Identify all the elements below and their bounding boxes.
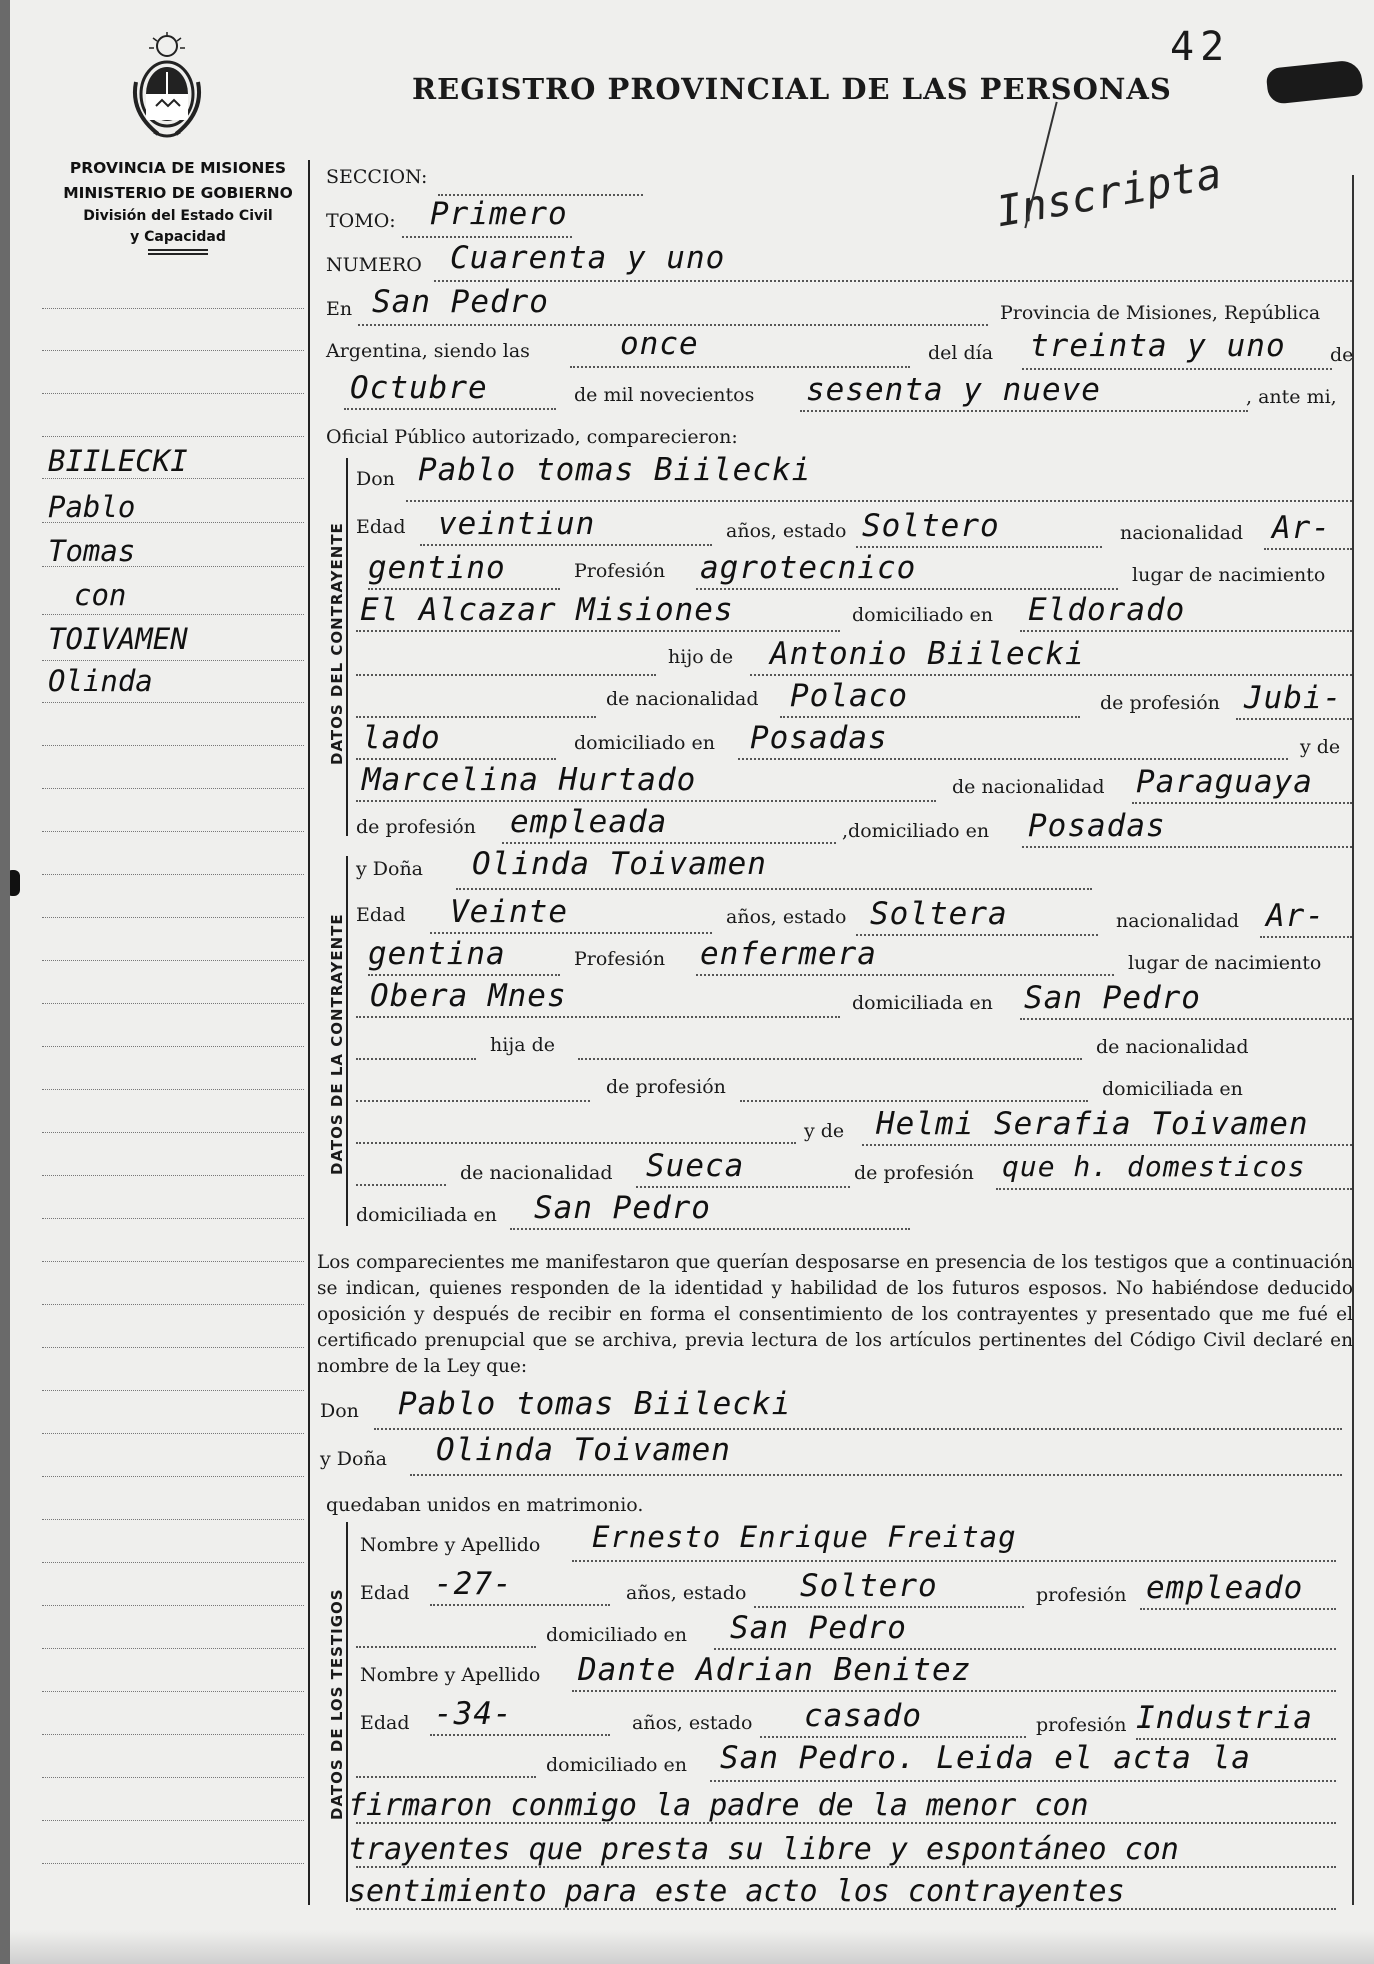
- page-title: REGISTRO PROVINCIAL DE LAS PERSONAS: [412, 72, 1172, 106]
- numero-value: Cuarenta y uno: [450, 240, 726, 276]
- contrayente-nombre: Pablo tomas Biilecki: [418, 452, 812, 488]
- contrayenta-madre-prof: que h. domesticos: [1002, 1150, 1306, 1183]
- field-label: de nacionalidad: [1096, 1036, 1249, 1058]
- field-label: Edad: [360, 1712, 410, 1734]
- field-label: nacionalidad: [1120, 522, 1244, 544]
- testigo1-edad: -27-: [434, 1566, 513, 1602]
- argentina-text: Argentina, siendo las: [326, 340, 530, 362]
- office-heading: [40, 155, 316, 255]
- contrayente-lugar: El Alcazar Misiones: [360, 592, 734, 628]
- contrayenta-nacionalidad-b: gentina: [368, 936, 506, 972]
- field-label: de nacionalidad: [460, 1162, 613, 1184]
- field-label: de profesión: [854, 1162, 974, 1184]
- contrayente-madre-dom: Posadas: [1028, 808, 1166, 844]
- contrayente-madre-prof: empleada: [510, 804, 668, 840]
- office-line: División del Estado Civil: [83, 208, 273, 224]
- declaracion-don: Pablo tomas Biilecki: [398, 1386, 792, 1422]
- registry-page: [10, 0, 1374, 1964]
- contrayente-nacionalidad-b: gentino: [368, 550, 506, 586]
- provincia-text: Provincia de Misiones, República: [1000, 302, 1321, 324]
- margin-name: Tomas: [48, 534, 136, 568]
- binding-mark: [10, 870, 20, 896]
- contrayenta-madre: Helmi Serafia Toivamen: [876, 1106, 1309, 1142]
- contrayenta-nacionalidad-a: Ar-: [1266, 898, 1325, 934]
- margin-surname: BIILECKI: [48, 444, 188, 478]
- field-label: lugar de nacimiento: [1128, 952, 1322, 974]
- en-label: En: [326, 298, 353, 320]
- field-label: de profesión: [606, 1076, 726, 1098]
- field-label: hijo de: [668, 646, 734, 668]
- field-label: domiciliada en: [1102, 1078, 1243, 1100]
- section-label-testigos: DATOS DE LOS TESTIGOS: [328, 1588, 346, 1820]
- field-label: años, estado: [726, 520, 847, 542]
- field-label: y Doña: [320, 1448, 388, 1470]
- contrayenta-edad: Veinte: [450, 894, 568, 930]
- field-label: domiciliado en: [574, 732, 716, 754]
- office-line: y Capacidad: [130, 229, 226, 245]
- contrayente-estado: Soltero: [862, 508, 1000, 544]
- oficial-text: Oficial Público autorizado, comparecieron:: [326, 426, 738, 448]
- testigo1-domicilio: San Pedro: [730, 1610, 907, 1646]
- field-label: domiciliada en: [356, 1204, 497, 1226]
- del-dia-label: del día: [928, 342, 994, 364]
- field-label: años, estado: [726, 906, 847, 928]
- testigo2-edad: -34-: [434, 1696, 513, 1732]
- field-label: Don: [356, 468, 395, 490]
- contrayente-padre-prof-a: Jubi-: [1244, 680, 1343, 716]
- field-label: años, estado: [626, 1582, 747, 1604]
- field-label: de profesión: [1100, 692, 1220, 714]
- contrayenta-lugar: Obera Mnes: [370, 978, 567, 1014]
- field-label: y Doña: [356, 858, 424, 880]
- contrayente-nacionalidad-a: Ar-: [1272, 510, 1331, 546]
- numero-label: NUMERO: [326, 254, 422, 276]
- testigo1-profesion: empleado: [1146, 1570, 1304, 1606]
- quedaban-text: quedaban unidos en matrimonio.: [326, 1494, 644, 1516]
- office-line: PROVINCIA DE MISIONES: [69, 159, 287, 177]
- dia-value: treinta y uno: [1030, 328, 1286, 364]
- field-label: domiciliado en: [546, 1754, 688, 1776]
- field-label: hija de: [490, 1034, 555, 1056]
- page-number: 42: [1170, 24, 1231, 70]
- field-label: de profesión: [356, 816, 476, 838]
- tomo-value: Primero: [430, 196, 568, 232]
- margin-name: Olinda: [48, 664, 153, 698]
- side-annotation: Inscripta: [992, 148, 1226, 237]
- margin-name: con: [74, 578, 127, 612]
- acta-continuation: sentimiento para este acto los contrayentes: [348, 1874, 1125, 1909]
- field-label: domiciliado en: [852, 604, 994, 626]
- contrayente-padre-dom: Posadas: [750, 720, 888, 756]
- hora-value: once: [620, 326, 699, 362]
- contrayenta-estado: Soltera: [870, 896, 1008, 932]
- contrayenta-profesion: enfermera: [700, 936, 877, 972]
- contrayente-profesion: agrotecnico: [700, 550, 917, 586]
- declaration-paragraph: Los comparecientes me manifestaron que querían desposarse en presencia de los testigos que a continuación se indican, quienes responden de la identidad y habilidad de los futuros esposos. No habiéndose deducido oposición y después de recibir en forma el consentimiento de los contrayentes y presentado que me fué el certificado prenupcial que se archiva, previa lectura de los artículos pertinentes del Código Civil declaré en nombre de la Ley que:: [317, 1252, 1353, 1377]
- section-bracket: [346, 856, 348, 1226]
- contrayente-madre-nac: Paraguaya: [1136, 764, 1313, 800]
- testigo2-nombre: Dante Adrian Benitez: [578, 1652, 972, 1688]
- contrayenta-nombre: Olinda Toivamen: [472, 846, 767, 882]
- field-label: Profesión: [574, 948, 666, 970]
- field-label: lugar de nacimiento: [1132, 564, 1326, 586]
- field-label: de nacionalidad: [606, 688, 759, 710]
- margin-surname: TOIVAMEN: [48, 622, 188, 656]
- argentina-coat-of-arms-icon: [128, 32, 206, 140]
- field-label: y de: [804, 1120, 845, 1142]
- ink-blot: [1265, 59, 1363, 105]
- acta-continuation: trayentes que presta su libre y espontáneo con: [348, 1832, 1179, 1867]
- field-label: ,domiciliado en: [842, 820, 990, 842]
- section-bracket: [346, 458, 348, 836]
- field-label: domiciliada en: [852, 992, 993, 1014]
- field-label: domiciliado en: [546, 1624, 688, 1646]
- field-label: Don: [320, 1400, 359, 1422]
- en-value: San Pedro: [372, 284, 549, 320]
- contrayenta-madre-dom: San Pedro: [534, 1190, 711, 1226]
- testigo2-estado: casado: [804, 1698, 922, 1734]
- section-label-contrayente: DATOS DEL CONTRAYENTE: [328, 522, 346, 765]
- page-bottom-shadow: [10, 1930, 1374, 1964]
- field-label: profesión: [1036, 1584, 1127, 1606]
- anio-label: de mil novecientos: [574, 384, 755, 406]
- testigo1-nombre: Ernesto Enrique Freitag: [592, 1520, 1017, 1554]
- field-label: Edad: [356, 904, 406, 926]
- page-right-border: [1352, 175, 1354, 1905]
- field-label: Edad: [356, 516, 406, 538]
- field-label: Nombre y Apellido: [360, 1664, 541, 1686]
- contrayenta-domicilio: San Pedro: [1024, 980, 1201, 1016]
- field-label: años, estado: [632, 1712, 753, 1734]
- contrayente-padre-nac: Polaco: [790, 678, 908, 714]
- contrayente-padre-prof-b: lado: [362, 720, 441, 756]
- field-label: profesión: [1036, 1714, 1127, 1736]
- contrayente-edad: veintiun: [438, 506, 596, 542]
- field-label: Nombre y Apellido: [360, 1534, 541, 1556]
- section-label-contrayente: DATOS DE LA CONTRAYENTE: [328, 913, 346, 1175]
- seccion-label: SECCION:: [326, 166, 428, 188]
- field-label: nacionalidad: [1116, 910, 1240, 932]
- tomo-label: TOMO:: [326, 210, 396, 232]
- testigo2-profesion: Industria: [1136, 1700, 1313, 1736]
- office-line: MINISTERIO DE GOBIERNO: [63, 184, 293, 202]
- contrayente-madre: Marcelina Hurtado: [362, 762, 697, 798]
- contrayenta-madre-nac: Sueca: [646, 1148, 745, 1184]
- de-label: de: [1330, 344, 1354, 366]
- anio-value: sesenta y nueve: [806, 372, 1101, 408]
- acta-continuation: firmaron conmigo la padre de la menor con: [348, 1788, 1089, 1823]
- field-label: Edad: [360, 1582, 410, 1604]
- margin-divider: [308, 160, 310, 1905]
- testigo2-domicilio: San Pedro. Leida el acta la: [720, 1740, 1251, 1776]
- testigo1-estado: Soltero: [800, 1568, 938, 1604]
- field-label: Profesión: [574, 560, 666, 582]
- ante-mi: , ante mi,: [1246, 386, 1337, 408]
- declaracion-dona: Olinda Toivamen: [436, 1432, 731, 1468]
- contrayente-domicilio: Eldorado: [1028, 592, 1186, 628]
- mes-value: Octubre: [350, 370, 488, 406]
- margin-name: Pablo: [48, 490, 136, 524]
- contrayente-padre: Antonio Biilecki: [770, 636, 1085, 672]
- field-label: de nacionalidad: [952, 776, 1105, 798]
- field-label: y de: [1300, 736, 1341, 758]
